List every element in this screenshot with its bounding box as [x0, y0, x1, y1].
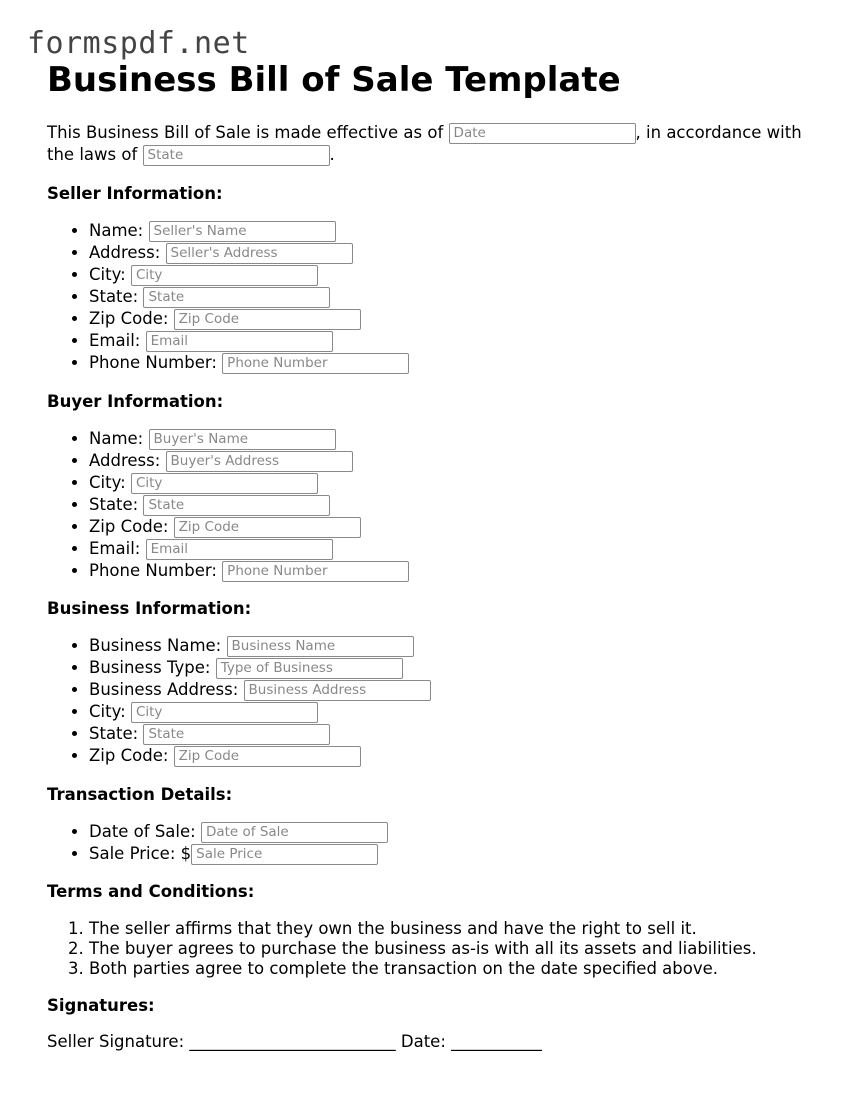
transaction-list	[47, 821, 388, 865]
seller-city-field[interactable]: City	[131, 265, 318, 286]
field-label: Business Address:	[89, 680, 239, 699]
field-label: State:	[89, 724, 139, 743]
field-label: Name:	[89, 221, 144, 240]
seller-signature-line[interactable]: _________________________	[189, 1032, 396, 1051]
seller-list	[47, 220, 409, 374]
business-zip-field[interactable]: Zip Code	[174, 746, 361, 767]
signature-date-line[interactable]: ___________	[451, 1032, 542, 1051]
list-item	[89, 843, 388, 865]
buyer-name-field[interactable]: Buyer's Name	[149, 429, 336, 450]
list-item	[89, 701, 431, 723]
list-item: 2. The buyer agrees to purchase the business as-is with all its assets and liabilities.	[89, 939, 757, 959]
signatures-heading: Signatures:	[47, 996, 155, 1015]
list-item	[89, 220, 409, 242]
list-item	[89, 330, 409, 352]
seller-state-field[interactable]: State	[143, 287, 330, 308]
list-item	[89, 538, 409, 560]
date-of-sale-field[interactable]: Date of Sale	[201, 822, 388, 843]
field-label: Business Name:	[89, 636, 222, 655]
field-label: Zip Code:	[89, 517, 169, 536]
business-heading: Business Information:	[47, 599, 252, 618]
list-item	[89, 494, 409, 516]
intro-text-2: , in accordance with the laws of	[47, 123, 802, 164]
field-label: State:	[89, 495, 139, 514]
seller-name-field[interactable]: Seller's Name	[149, 221, 336, 242]
governing-state-field[interactable]: State	[143, 145, 330, 166]
list-item	[89, 286, 409, 308]
business-address-field[interactable]: Business Address	[244, 680, 431, 701]
buyer-state-field[interactable]: State	[143, 495, 330, 516]
buyer-city-field[interactable]: City	[131, 473, 318, 494]
list-item	[89, 308, 409, 330]
list-item	[89, 657, 431, 679]
list-item	[89, 450, 409, 472]
intro-text-3: .	[329, 145, 335, 164]
transaction-heading: Transaction Details:	[47, 785, 233, 804]
list-item	[89, 635, 431, 657]
field-label: Sale Price: $	[89, 844, 192, 863]
terms-list	[47, 919, 757, 979]
list-item	[89, 242, 409, 264]
list-item	[89, 472, 409, 494]
seller-address-field[interactable]: Seller's Address	[166, 243, 353, 264]
seller-signature-label: Seller Signature:	[47, 1032, 190, 1051]
list-item	[89, 821, 388, 843]
field-label: Address:	[89, 451, 161, 470]
seller-phone-field[interactable]: Phone Number	[222, 353, 409, 374]
list-item	[89, 264, 409, 286]
field-label: Date of Sale:	[89, 822, 196, 841]
field-label: Zip Code:	[89, 746, 169, 765]
buyer-address-field[interactable]: Buyer's Address	[166, 451, 353, 472]
field-label: Email:	[89, 539, 141, 558]
field-label: State:	[89, 287, 139, 306]
terms-heading: Terms and Conditions:	[47, 882, 255, 901]
buyer-zip-field[interactable]: Zip Code	[174, 517, 361, 538]
field-label: Business Type:	[89, 658, 211, 677]
list-item: 3. Both parties agree to complete the transaction on the date specified above.	[89, 959, 757, 979]
sale-price-field[interactable]: Sale Price	[191, 844, 378, 865]
field-label: City:	[89, 473, 126, 492]
business-state-field[interactable]: State	[143, 724, 330, 745]
field-label: City:	[89, 702, 126, 721]
list-item	[89, 723, 431, 745]
buyer-email-field[interactable]: Email	[146, 539, 333, 560]
list-item	[89, 560, 409, 582]
seller-zip-field[interactable]: Zip Code	[174, 309, 361, 330]
list-item	[89, 745, 431, 767]
intro-text-1: This Business Bill of Sale is made effective as of	[47, 123, 449, 142]
business-city-field[interactable]: City	[131, 702, 318, 723]
buyer-list	[47, 428, 409, 582]
business-list	[47, 635, 431, 767]
field-label: Zip Code:	[89, 309, 169, 328]
seller-signature-row	[47, 1031, 542, 1053]
watermark-logo: formspdf.net	[27, 26, 250, 61]
business-name-field[interactable]: Business Name	[227, 636, 414, 657]
field-label: Phone Number:	[89, 353, 217, 372]
field-label: Phone Number:	[89, 561, 217, 580]
signature-date-label: Date:	[395, 1032, 452, 1051]
effective-date-field[interactable]: Date	[449, 123, 636, 144]
buyer-heading: Buyer Information:	[47, 392, 224, 411]
field-label: Address:	[89, 243, 161, 262]
list-item	[89, 352, 409, 374]
seller-email-field[interactable]: Email	[146, 331, 333, 352]
business-type-field[interactable]: Type of Business	[216, 658, 403, 679]
list-item	[89, 428, 409, 450]
list-item	[89, 516, 409, 538]
list-item: 1. The seller affirms that they own the business and have the right to sell it.	[89, 919, 757, 939]
seller-heading: Seller Information:	[47, 184, 223, 203]
intro-paragraph	[47, 122, 827, 166]
field-label: Name:	[89, 429, 144, 448]
page-title: Business Bill of Sale Template	[47, 60, 621, 100]
field-label: Email:	[89, 331, 141, 350]
buyer-phone-field[interactable]: Phone Number	[222, 561, 409, 582]
field-label: City:	[89, 265, 126, 284]
list-item	[89, 679, 431, 701]
